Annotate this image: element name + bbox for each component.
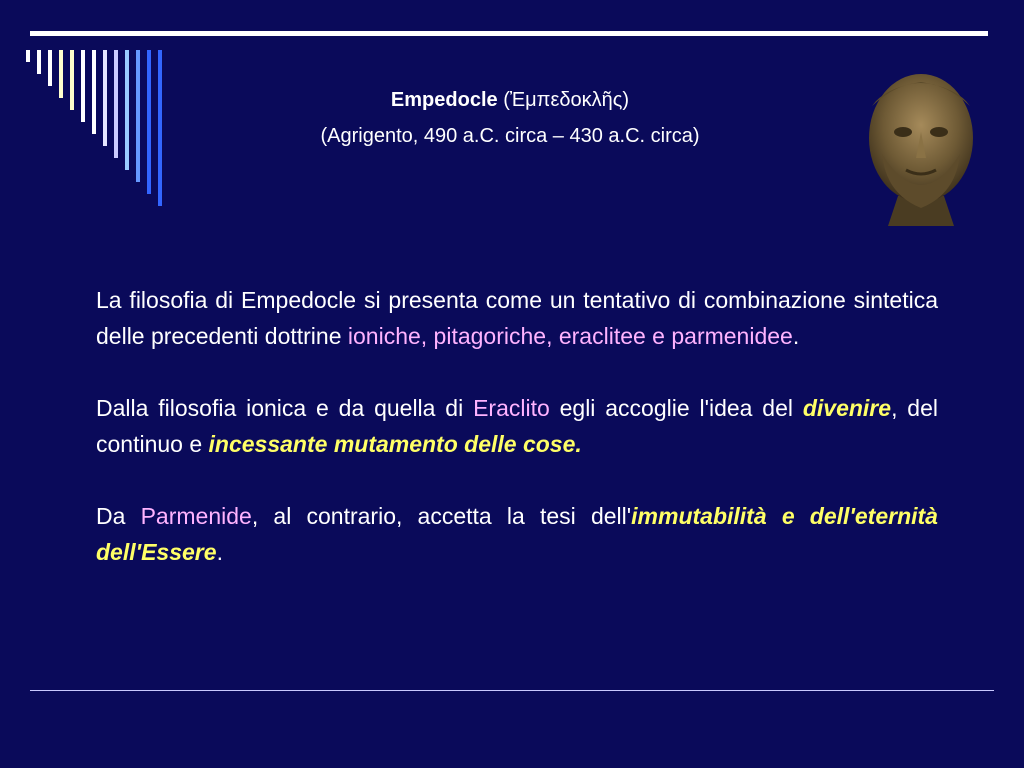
stripe [37, 50, 41, 74]
paragraph-2 [96, 390, 938, 462]
stripe [26, 50, 30, 62]
p2-name: Eraclito [473, 395, 550, 421]
p2-term1: divenire [802, 395, 892, 421]
p3-term: immutabilità e dell'eternità dell'Essere [96, 503, 938, 565]
p1-highlight: ioniche, pitagoriche, eraclitee e parmenidee [347, 323, 793, 349]
title-line [180, 82, 840, 118]
p3-name: Parmenide [140, 503, 252, 529]
paragraph-1 [96, 282, 938, 354]
stripe [92, 50, 96, 134]
p2-term2: incessante mutamento delle cose [208, 431, 576, 457]
p2-intro: Dalla filosofia ionica e da quella di [96, 395, 474, 421]
stripe [70, 50, 74, 110]
stripe [103, 50, 107, 146]
stripe [114, 50, 118, 158]
title-greek: (Ἐμπεδοκλῆς) [503, 89, 630, 111]
p2-mid1: egli accoglie l'idea del [549, 395, 803, 421]
bottom-rule [30, 690, 994, 691]
p1-intro: La filosofia di Empedocle si presenta come un tentativo di combinazione sintetica delle precedenti dottrine [96, 287, 938, 349]
top-rule [30, 31, 988, 36]
slide-title [180, 82, 840, 154]
p3-intro: Da [96, 503, 141, 529]
stripe [48, 50, 52, 86]
stripe [59, 50, 63, 98]
p2-mid2: , del continuo e [96, 395, 938, 457]
p2-end: . [575, 431, 582, 457]
p3-end: . [216, 539, 223, 565]
stripe [158, 50, 162, 206]
p1-end: . [792, 323, 800, 349]
paragraph-3 [96, 498, 938, 570]
empedocles-bust-image [858, 66, 984, 232]
title-name: Empedocle [390, 89, 498, 111]
title-subtitle: (Agrigento, 490 a.C. circa – 430 a.C. circa) [320, 125, 700, 147]
stripe [125, 50, 129, 170]
stripe [147, 50, 151, 194]
stripe [81, 50, 85, 122]
stripe [136, 50, 140, 182]
p3-mid: , al contrario, accetta la tesi dell' [251, 503, 632, 529]
body-text [96, 282, 938, 606]
